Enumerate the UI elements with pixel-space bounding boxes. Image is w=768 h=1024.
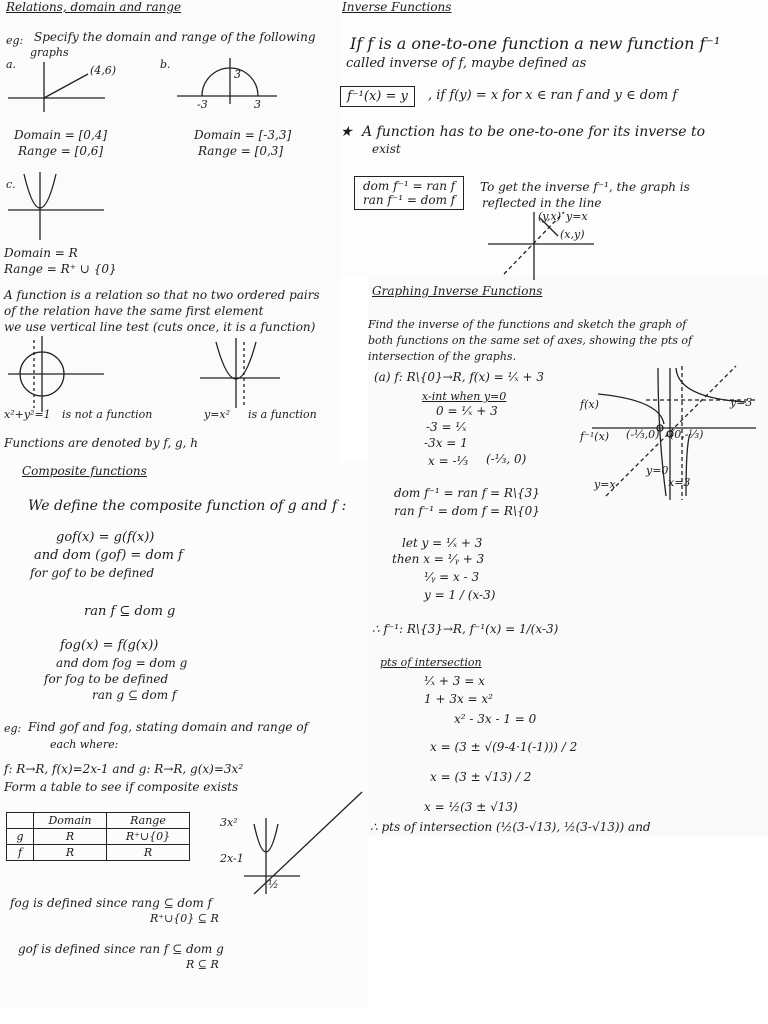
graph-f-curve-label: f(x) [580, 398, 599, 411]
graph-asymptote-y0: y=0 [646, 464, 669, 477]
inverse-definition-2: called inverse of f, maybe defined as [346, 56, 587, 71]
not-a-function-note: is not a function [62, 408, 153, 421]
section-title-relations: Relations, domain and range [6, 0, 182, 14]
intersection-heading: pts of intersection [380, 656, 482, 669]
graph-finv-curve-label: f⁻¹(x) [580, 430, 610, 443]
graph-b-tick-top: 3 [234, 68, 241, 81]
instruction-line: Specify the domain and range of the following [34, 30, 316, 44]
table-header-cell: Domain [34, 813, 107, 829]
x-intercept-heading: x-int when y=0 [422, 390, 507, 403]
graph-c-label: c. [6, 178, 16, 191]
domain-range-table [6, 812, 190, 861]
reflection-note-1: To get the inverse f⁻¹, the graph is [480, 180, 690, 194]
graph-a-range: Range = [0,6] [18, 144, 104, 158]
x-int-step-3: -3x = 1 [424, 436, 468, 450]
intersection-step-4: x = (3 ± √(9-4·1(-1))) / 2 [430, 740, 578, 754]
graph-c-range: Range = R⁺ ∪ {0} [4, 262, 117, 276]
graph-asymptote-y3: y=3 [730, 396, 753, 409]
fog-definition: fog(x) = f(g(x)) [60, 638, 159, 653]
gof-defined-statement: gof is defined since ran f ⊆ dom g [18, 942, 224, 956]
inverse-condition: , if f(y) = x for x ∈ ran f and y ∈ dom f [428, 88, 678, 103]
circle-graph [4, 334, 114, 414]
parabola-equation: y=x² [204, 408, 231, 421]
reflection-point-yx: (y,x) [538, 210, 562, 223]
graph-tick-half: ½ [268, 878, 279, 891]
graph-a-point-label: (4,6) [90, 64, 117, 77]
one-to-one-note: A function has to be one-to-one for its inverse to [362, 124, 706, 140]
table-header-row [7, 813, 190, 829]
graph-point-2: (0,-⅓) [670, 428, 704, 441]
graph-a-domain: Domain = [0,4] [14, 128, 108, 142]
dom-ran-box [354, 176, 464, 210]
composite-definition: We define the composite function of g and f : [28, 498, 347, 514]
ran-finv: ran f⁻¹ = dom f = R\{0} [394, 504, 540, 518]
ran-g-condition: ran g ⊆ dom f [92, 688, 177, 702]
section-title-composite: Composite functions [22, 464, 147, 478]
section-title-graphing-inverse: Graphing Inverse Functions [372, 284, 543, 298]
dom-finv: dom f⁻¹ = ran f = R\{3} [394, 486, 540, 500]
star-icon: ★ [340, 124, 353, 140]
graph-b-domain: Domain = [-3,3] [194, 128, 292, 142]
fog-condition-note: for fog to be defined [44, 672, 169, 686]
graph-b-semicircle [175, 56, 285, 106]
parabola-graph [196, 336, 286, 410]
intersection-step-6: x = ½(3 ± √13) [424, 800, 518, 814]
inverse-result: ∴ f⁻¹: R\{3}→R, f⁻¹(x) = 1/(x-3) [372, 622, 559, 636]
dom-ran-line-1: dom f⁻¹ = ran f [363, 179, 456, 193]
fog-domain: and dom fog = dom g [56, 656, 188, 670]
vertical-line-test: we use vertical line test (cuts once, it is a function) [4, 320, 316, 334]
one-to-one-note-2: exist [372, 142, 401, 156]
given-functions: f: R→R, f(x)=2x-1 and g: R→R, g(x)=3x² [4, 762, 244, 776]
table-intro: Form a table to see if composite exists [4, 780, 239, 794]
part-a-function: (a) f: R\{0}→R, f(x) = ¹⁄ₓ + 3 [374, 370, 544, 384]
functions-denoted: Functions are denoted by f, g, h [4, 436, 199, 450]
graph-b-tick-right: 3 [254, 98, 261, 111]
reflection-point-xy: (x,y) [560, 228, 585, 241]
table-row [7, 845, 190, 861]
section-title-inverse: Inverse Functions [342, 0, 452, 14]
intersection-step-3: x² - 3x - 1 = 0 [454, 712, 537, 726]
graph-c-parabola [4, 170, 114, 245]
dom-ran-line-2: ran f⁻¹ = dom f [363, 193, 456, 207]
inverse-boxed-definition: f⁻¹(x) = y [340, 86, 415, 107]
table-cell: f [7, 845, 34, 861]
x-int-step-2: -3 = ¹⁄ₓ [426, 420, 467, 434]
is-a-function-note: is a function [248, 408, 317, 421]
intersection-step-2: 1 + 3x = x² [424, 692, 493, 706]
function-definition-1: A function is a relation so that no two ordered pairs [4, 288, 320, 302]
fog-defined-sub: R⁺∪{0} ⊆ R [150, 912, 219, 925]
inverse-definition-1: If f is a one-to-one function a new function f⁻¹ [350, 34, 721, 53]
x-int-point: (-⅓, 0) [486, 452, 527, 466]
gof-domain: and dom (gof) = dom f [34, 548, 183, 563]
circle-equation: x²+y²=1 [4, 408, 51, 421]
graph-asymptote-x3: x=3 [668, 476, 691, 489]
inverse-step-1: ¹⁄ᵧ = x - 3 [424, 570, 480, 584]
graph-b-range: Range = [0,3] [198, 144, 284, 158]
gof-definition: gof(x) = g(f(x)) [56, 530, 155, 545]
graphing-task-2: both functions on the same set of axes, showing the pts of [368, 334, 693, 347]
table-cell: R [34, 829, 107, 845]
gof-condition-note: for gof to be defined [30, 566, 155, 580]
inverse-step-then: then x = ¹⁄ᵧ + 3 [392, 552, 485, 566]
graph-a-label: a. [6, 58, 17, 71]
table-header-cell: Range [107, 813, 190, 829]
x-int-step-1: 0 = ¹⁄ₓ + 3 [436, 404, 498, 418]
intersection-step-1: ¹⁄ₓ + 3 = x [424, 674, 485, 688]
graph-point-1: (-⅓,0) [626, 428, 660, 441]
inverse-step-let: let y = ¹⁄ₓ + 3 [402, 536, 483, 550]
reflection-line-label: y=x [566, 210, 588, 223]
graph-c-domain: Domain = R [4, 246, 78, 260]
inverse-step-2: y = 1 / (x-3) [424, 588, 496, 602]
find-instruction-2: each where: [50, 738, 119, 751]
gof-defined-sub: R ⊆ R [186, 958, 219, 971]
example-label-2: eg: [4, 722, 22, 735]
function-definition-2: of the relation have the same first element [4, 304, 264, 318]
fog-defined-statement: fog is defined since rang ⊆ dom f [10, 896, 212, 910]
graphing-task-3: intersection of the graphs. [368, 350, 517, 363]
graph-f-label: 2x-1 [220, 852, 244, 865]
example-label: eg: [6, 34, 24, 47]
graph-g-label: 3x² [220, 816, 238, 829]
composite-graph [240, 790, 370, 900]
intersection-step-5: x = (3 ± √13) / 2 [430, 770, 532, 784]
graph-b-label: b. [160, 58, 171, 71]
table-header-cell [7, 813, 34, 829]
table-cell: g [7, 829, 34, 845]
table-cell: R [34, 845, 107, 861]
reflection-note-2: reflected in the line [482, 196, 602, 210]
table-row [7, 829, 190, 845]
graph-line-yx: y=x [594, 478, 616, 491]
x-int-step-4: x = -⅓ [428, 454, 469, 468]
graphing-task-1: Find the inverse of the functions and sketch the graph of [368, 318, 687, 331]
table-cell: R [107, 845, 190, 861]
graph-b-tick-left: -3 [197, 98, 208, 111]
find-instruction: Find gof and fog, stating domain and range of [28, 720, 309, 734]
table-cell: R⁺∪{0} [107, 829, 190, 845]
instruction-line-2: graphs [30, 46, 69, 59]
ran-f-condition: ran f ⊆ dom g [84, 604, 176, 619]
intersection-points: ∴ pts of intersection (½(3-√13), ½(3-√13)) and [370, 820, 651, 834]
